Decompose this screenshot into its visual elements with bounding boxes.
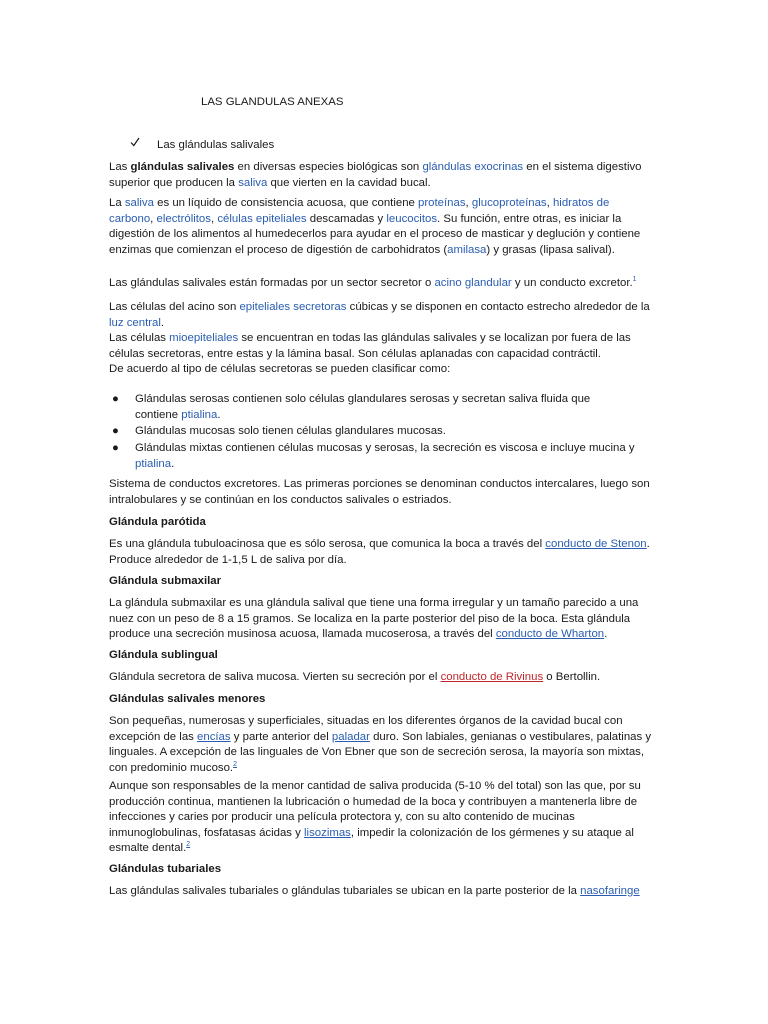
text: Son pequeñas, numerosas y superficiales, situadas en los diferentes órganos de la cavidad bucal con excepción de las (109, 715, 623, 743)
text: La glándula submaxilar es una glándula salival que tiene una forma irregular y un tamaño parecido a una nuez con un peso de 8 a 15 gramos. Se localiza en la parte posterior del piso de la boca. Esta glándula produce una secreción musinosa acuosa, llamada mucoserosa, a través del (109, 597, 639, 640)
text: ) y grasas (lipasa salival). (486, 243, 615, 256)
text: Glándulas mixtas contienen células mucosas y serosas, la secreción es viscosa e incluye mucina y (135, 442, 635, 454)
paragraph-estructura (109, 276, 654, 292)
list-item (135, 424, 635, 440)
link-conducto-de-wharton[interactable]: conducto de Wharton (495, 628, 605, 640)
text: y parte anterior del (230, 730, 332, 743)
link-acino-glandular[interactable]: acino glandular (434, 277, 512, 289)
text: en diversas especies biológicas son (234, 161, 423, 173)
text: , (150, 212, 157, 225)
text: descamadas y (306, 212, 387, 225)
checkmark-icon (130, 137, 140, 153)
link-mioepiteliales[interactable]: mioepiteliales (169, 332, 239, 344)
link-saliva[interactable]: saliva (238, 176, 268, 189)
list-item (135, 441, 635, 472)
text: . (604, 628, 608, 640)
link-celulas-epiteliales[interactable]: células epiteliales (217, 212, 307, 225)
text: . (160, 316, 165, 329)
section-heading-sublingual: Glándula sublingual (109, 649, 218, 661)
link-saliva[interactable]: saliva (124, 197, 154, 209)
link-ptialina[interactable]: ptialina (135, 457, 172, 470)
link-glucoproteinas[interactable]: glucoproteínas (471, 197, 547, 209)
footnote-ref[interactable]: 2 (186, 841, 191, 849)
link-conducto-de-stenon[interactable]: conducto de Stenon (545, 538, 647, 550)
text: De acuerdo al tipo de células secretoras se pueden clasificar como: (109, 363, 451, 375)
text: . (217, 408, 221, 421)
checklist-item: Las glándulas salivales (157, 139, 275, 151)
link-conducto-de-rivinus[interactable]: conducto de Rivinus (440, 671, 544, 683)
text: La (109, 197, 125, 209)
link-glandulas-exocrinas[interactable]: glándulas exocrinas (422, 161, 524, 173)
link-electrolitos[interactable]: electrólitos (156, 212, 211, 225)
link-luz-central[interactable]: luz central (109, 316, 161, 329)
paragraph-conductos: Sistema de conductos excretores. Las primeras porciones se denominan conductos intercalares, luego son intralobulares y se continúan en los conductos salivales o estriados. (109, 478, 650, 506)
text: Glándulas mucosas solo tienen células glandulares mucosas. (135, 425, 446, 437)
bullet-icon: ● (112, 393, 119, 405)
text: Aunque son responsables de la menor cantidad de saliva producida (5-10 % del total) son las que, por su producción continua, mantienen la lubricación o humedad de la boca y contribuyen a mantenerla libre de infecciones y caries por producir una película protectora y, con su alto contenido de mucinas inmunoglobulinas, fosfatasas ácidas y (109, 780, 641, 839)
paragraph-funcion-menores (109, 779, 654, 857)
text: o Bertollin. (543, 671, 601, 683)
link-leucocitos[interactable]: leucocitos (386, 212, 438, 225)
paragraph-sublingual (109, 670, 654, 686)
link-nasofaringe[interactable]: nasofaringe (580, 885, 640, 897)
link-lisozimas[interactable]: lisozimas (304, 826, 351, 839)
text: Las glándulas salivales están formadas por un sector secretor o (109, 277, 435, 289)
text: , (210, 212, 218, 225)
document-title: LAS GLANDULAS ANEXAS (201, 96, 344, 108)
text: que vierten en la cavidad bucal. (267, 176, 431, 189)
text: . Produce alrededor de 1-1,5 L de saliva por día. (109, 538, 650, 566)
paragraph-menores (109, 714, 654, 776)
text: es un líquido de consistencia acuosa, que contiene (153, 197, 419, 209)
footnote-ref[interactable]: 1 (632, 276, 637, 284)
link-proteinas[interactable]: proteínas (418, 197, 466, 209)
paragraph-tubariales (109, 884, 669, 900)
footnote-ref[interactable]: 2 (233, 760, 238, 768)
link-paladar[interactable]: paladar (331, 730, 370, 743)
list-item (135, 392, 635, 423)
text: Las glándulas salivales tubariales o glándulas tubariales se ubican en la parte posterior de la (109, 885, 581, 897)
text: Glándula secretora de saliva mucosa. Vierten su secreción por el (109, 671, 441, 683)
link-epiteliales-secretoras[interactable]: epiteliales secretoras (239, 301, 347, 313)
text: . Su función, entre otras, es iniciar la digestión de los alimentos al humedecerlos para ayudar en el proceso de masticar y deglución y contiene enzimas que comienzan el proceso de digestión de carbohidratos ( (109, 212, 641, 256)
link-amilasa[interactable]: amilasa (447, 243, 487, 256)
bold-term: glándulas salivales (130, 161, 235, 173)
text: Las células del acino son (109, 301, 240, 313)
paragraph-saliva (109, 196, 654, 258)
paragraph-intro (109, 160, 654, 191)
link-hidratos-de-carbono[interactable]: hidratos de carbono (109, 197, 610, 225)
link-encias[interactable]: encías (197, 730, 231, 743)
text: . (171, 457, 175, 470)
bullet-icon: ● (112, 442, 119, 454)
text: y un conducto excretor. (511, 277, 633, 289)
paragraph-parotida (109, 537, 654, 568)
text: , (465, 197, 472, 209)
text: cúbicas y se disponen en contacto estrecho alrededor de la (346, 301, 650, 313)
text: , impedir la colonización de los gérmenes y su ataque al esmalte dental. (109, 826, 634, 854)
text: Las células (109, 332, 170, 344)
text: en el sistema digestivo superior que producen la (109, 161, 642, 189)
text: Las (109, 161, 131, 173)
text: , (546, 197, 553, 209)
paragraph-submaxilar (109, 596, 654, 643)
paragraph-celulas (109, 300, 654, 378)
section-heading-menores: Glándulas salivales menores (109, 693, 266, 705)
text: duro. Son labiales, genianas o vestibulares, palatinas y linguales. A excepción de las linguales de Von Ebner que son de secreción serosa, la mayoría son mixtas, con predominio mucoso. (109, 730, 652, 774)
text: Es una glándula tubuloacinosa que es sólo serosa, que comunica la boca a través del (109, 538, 546, 550)
text: se encuentran en todas las glándulas salivales y se localizan por fuera de las células secretoras, entre estas y la lámina basal. Son células aplanadas con capacidad contráctil. (109, 332, 631, 360)
bullet-icon: ● (112, 425, 119, 437)
section-heading-parotida: Glándula parótida (109, 516, 206, 528)
link-ptialina[interactable]: ptialina (181, 408, 218, 421)
section-heading-tubariales: Glándulas tubariales (109, 863, 222, 875)
text: Glándulas serosas contienen solo células glandulares serosas y secretan saliva fluida que contiene (135, 393, 591, 421)
section-heading-submaxilar: Glándula submaxilar (109, 575, 222, 587)
